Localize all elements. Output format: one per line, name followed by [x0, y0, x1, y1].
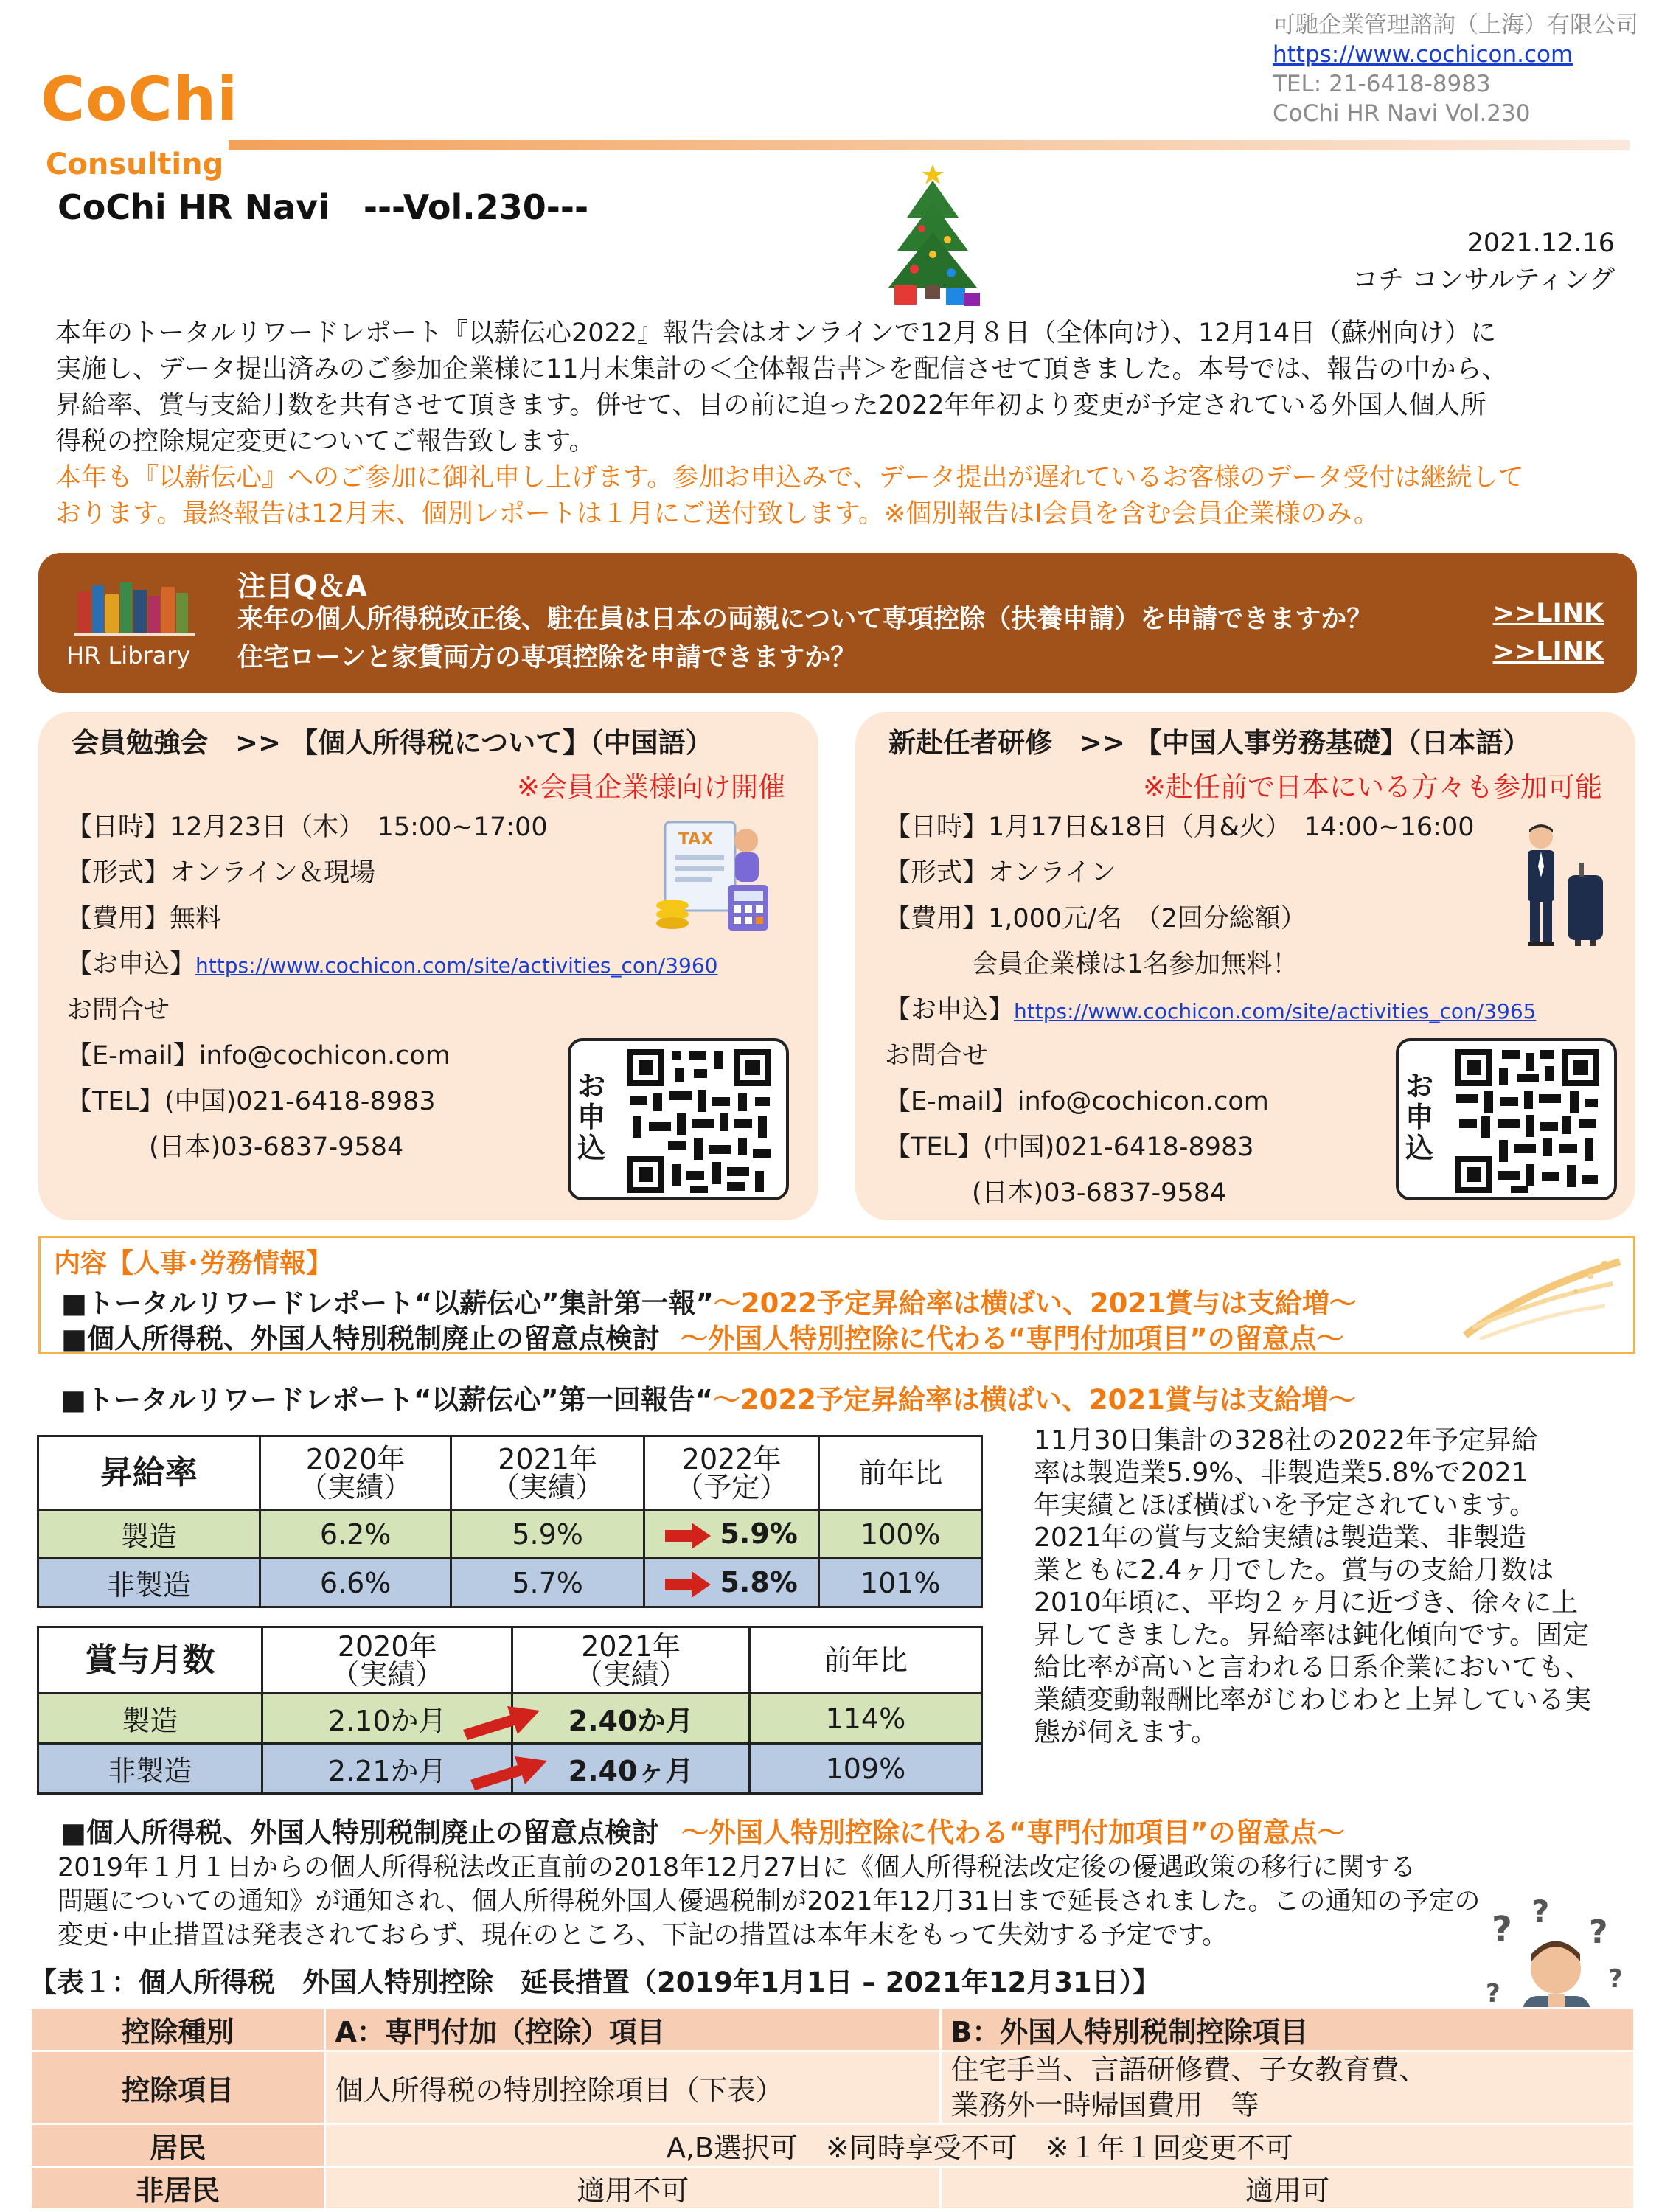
red-arrow-icon [462, 1699, 543, 1742]
table-cell-highlight [644, 1559, 819, 1607]
comment-line: 態が伺えます。 [1034, 1717, 1218, 1747]
row-label: 製造 [38, 1694, 262, 1744]
row-label: 非製造 [38, 1744, 262, 1794]
seminar-fee: 【費用】無料 [66, 904, 222, 933]
apply-url-link[interactable]: https://www.cochicon.com/site/activities_con/3965 [1014, 999, 1537, 1023]
seminar-apply [885, 995, 1536, 1026]
seminar-email: 【E-mail】info@cochicon.com [885, 1087, 1269, 1116]
logo-cochi: CoChi [41, 65, 239, 135]
table-cell-highlight [512, 1744, 749, 1794]
qa-heading: 注目Q＆A [237, 570, 367, 602]
seminar-tel-jp: (日本)03-6837-9584 [972, 1178, 1227, 1208]
contents-box [38, 1236, 1635, 1354]
seminar-tel-jp: (日本)03-6837-9584 [149, 1133, 404, 1162]
seminar-contact: お問合せ [66, 995, 170, 1025]
comment-line: 年実績とほぼ横ばいを予定されています。 [1034, 1490, 1537, 1520]
column-header: 2020年 （実績） [262, 1627, 512, 1694]
column-header: 2022年 （予定） [644, 1436, 819, 1510]
seminar-email: 【E-mail】info@cochicon.com [66, 1041, 451, 1071]
contents-heading: 内容【人事･労務情報】 [54, 1248, 333, 1279]
intro-line: 得税の控除規定変更についてご報告致します。 [55, 427, 595, 456]
table-cell: 6.2% [260, 1510, 451, 1559]
company-url-link[interactable]: https://www.cochicon.com [1273, 41, 1573, 68]
bonus-months-table [37, 1626, 983, 1795]
table-1-title: 【表１：個人所得税 外国人特別控除 延長措置（2019年1月1日 – 2021年12月31日）】 [29, 1966, 1161, 1998]
red-arrow-icon [665, 1521, 711, 1551]
table-cell-highlight [644, 1510, 819, 1559]
svg-text:?: ? [1492, 1909, 1512, 1950]
table-cell-value: 2.40ヶ月 [568, 1755, 694, 1787]
section-1-comment [1034, 1425, 1624, 1749]
table-cell: 個人所得税の特別控除項目（下表） [325, 2051, 941, 2124]
seminar-tel-cn: 【TEL】(中国)021-6418-8983 [885, 1133, 1254, 1162]
column-header: 2021年 （実績） [512, 1627, 749, 1694]
comment-line: 業ともに2.4ヶ月でした。賞与の支給月数は [1034, 1555, 1554, 1585]
table-cell: 109% [749, 1744, 981, 1794]
seminar-free-note: 会員企業様は1名参加無料！ [972, 950, 1298, 979]
section-2-subtitle: ～外国人特別控除に代わる“専門付加項目”の留意点～ [681, 1817, 1345, 1848]
comment-line: 2021年の賞与支給実績は製造業、非製造 [1034, 1523, 1526, 1553]
logo-consulting: Consulting [46, 147, 224, 181]
table-cell: 適用可 [941, 2167, 1635, 2210]
intro-notice-line: 本年も『以薪伝心』へのご参加に御礼申し上げます。参加お申込みで、データ提出が遅れているお客様のデータ受付は継続して [55, 463, 1524, 493]
row-label: 製造 [38, 1510, 260, 1559]
contents-item-title: ■個人所得税、外国人特別税制廃止の留意点検討 [61, 1323, 660, 1354]
apply-label: 【お申込】 [885, 995, 1015, 1025]
table-cell: 5.7% [451, 1559, 644, 1607]
seminar-format: 【形式】オンライン＆現場 [66, 858, 375, 888]
intro-paragraph [55, 316, 1611, 532]
paragraph-line: 問題についての通知》が通知され、個人所得税外国人優遇税制が2021年12月31日まで延長されました。この通知の予定の [58, 1887, 1481, 1916]
seminar-datetime: 【日時】1月17日&18日（月&火） 14:00~16:00 [885, 813, 1475, 842]
table-header-cell: B：外国人特別税制控除項目 [941, 2008, 1635, 2051]
table-cell [941, 2051, 1635, 2124]
row-label: 非居民 [31, 2167, 325, 2210]
qr-code-icon [624, 1046, 775, 1197]
table-cell: 101% [819, 1559, 982, 1607]
qa-banner [38, 553, 1637, 693]
contents-item-1[interactable] [61, 1281, 1357, 1321]
hr-library-label: HR Library [66, 641, 191, 669]
table-cell-value: 5.9% [720, 1517, 798, 1551]
apply-url-link[interactable]: https://www.cochicon.com/site/activities_con/3960 [195, 953, 718, 978]
qr-code-box[interactable] [1396, 1038, 1617, 1200]
foreign-deduction-table [29, 2007, 1635, 2211]
paragraph-line: 2019年１月１日からの個人所得税法改正直前の2018年12月27日に《個人所得税法改定後の優遇政策の移行に関する [58, 1853, 1416, 1882]
issue-date-block [1352, 225, 1615, 299]
section-1-heading [60, 1377, 1356, 1417]
intro-line: 実施し、データ提出済みのご参加企業様に11月末集計の＜全体報告書＞を配信させて頂きました。本号では、報告の中から、 [55, 355, 1508, 384]
table-cell: 114% [749, 1694, 981, 1744]
svg-text:TAX: TAX [678, 830, 714, 849]
comment-line: 給比率が高いと言われる日系企業においても、 [1034, 1652, 1592, 1683]
row-label: 居民 [31, 2124, 325, 2167]
table-header-cell: A：専門付加（控除）項目 [325, 2008, 941, 2051]
seminar-format: 【形式】オンライン [885, 858, 1116, 888]
svg-text:?: ? [1486, 1979, 1500, 2008]
section-2-title: ■個人所得税、外国人特別税制廃止の留意点検討 [60, 1817, 659, 1848]
qa-link-1[interactable]: >>LINK [1492, 599, 1604, 628]
comment-line: 昇してきました。昇給率は鈍化傾向です。固定 [1034, 1620, 1590, 1650]
comment-line: 率は製造業5.9%、非製造業5.8%で2021 [1034, 1458, 1528, 1488]
golden-swirl-decoration [1458, 1247, 1627, 1346]
qr-apply-label: お申込 [1405, 1070, 1433, 1164]
section-1-subtitle: ～2022予定昇給率は横ばい、2021賞与は支給増～ [712, 1384, 1356, 1416]
newsletter-title: CoChi HR Navi ---Vol.230--- [58, 187, 589, 227]
svg-text:?: ? [1608, 1964, 1623, 1994]
table-cell-line: 住宅手当、言語研修費、子女教育費、 [950, 2053, 1427, 2086]
seminar-contact: お問合せ [885, 1041, 989, 1071]
column-header: 2020年 （実績） [260, 1436, 451, 1510]
raise-table-title: 昇給率 [38, 1436, 260, 1510]
row-label: 控除項目 [31, 2051, 325, 2124]
seminar-datetime: 【日時】12月23日（木） 15:00~17:00 [66, 813, 548, 842]
intro-notice-line: おります。最終報告は12月末、個別レポートは１月にご送付致します。※個別報告はI会員を含む会員企業様のみ。 [55, 499, 1380, 529]
svg-text:?: ? [1531, 1899, 1550, 1930]
books-icon [74, 569, 199, 636]
table-cell-highlight [512, 1694, 749, 1744]
seminar-heading: 新赴任者研修 >> 【中国人事労務基礎】（日本語） [888, 727, 1531, 759]
column-header: 2021年 （実績） [451, 1436, 644, 1510]
section-2-paragraph [58, 1851, 1635, 1952]
comment-line: 業績変動報酬比率がじわじわと上昇している実 [1034, 1685, 1592, 1715]
contents-item-subtitle: ～外国人特別控除に代わる“専門付加項目”の留意点～ [680, 1323, 1344, 1354]
column-header: 前年比 [749, 1627, 981, 1694]
businessman-icon [1512, 822, 1615, 951]
seminar-note: ※会員企業様向け開催 [516, 771, 785, 803]
seminar-note: ※赴任前で日本にいる方々も参加可能 [1142, 771, 1602, 803]
company-issue: CoChi HR Navi Vol.230 [1273, 100, 1531, 127]
comment-line: 2010年頃に、平均２ヶ月に近づき、徐々に上 [1034, 1587, 1579, 1618]
section-2-heading [60, 1810, 1345, 1850]
intro-line: 昇給率、賞与支給月数を共有させて頂きます。併せて、目の前に迫った2022年年初より変更が予定されている外国人個人所 [55, 391, 1486, 420]
paragraph-line: 変更･中止措置は発表されておらず、現在のところ、下記の措置は本年末をもって失効する予定です。 [58, 1921, 1228, 1950]
contents-item-2[interactable] [61, 1316, 1344, 1356]
table-cell: 適用不可 [325, 2167, 941, 2210]
issue-date: 2021.12.16 [1467, 229, 1615, 258]
section-1-title: ■トータルリワードレポート“以薪伝心”第一回報告“ [60, 1384, 713, 1416]
seminar-heading: 会員勉強会 >> 【個人所得税について】（中国語） [72, 727, 713, 759]
qr-code-icon [1452, 1046, 1603, 1197]
table-header-cell: 控除種別 [31, 2008, 325, 2051]
seminar-fee: 【費用】1,000元/名 （2回分総額） [885, 904, 1307, 933]
row-label: 非製造 [38, 1559, 260, 1607]
seminar-apply [66, 950, 717, 981]
contents-item-title: ■トータルリワードレポート“以薪伝心”集計第一報” [61, 1287, 714, 1319]
company-name: 可馳企業管理諮詢（上海）有限公司 [1273, 12, 1638, 38]
intro-line: 本年のトータルリワードレポート『以薪伝心2022』報告会はオンラインで12月８日（全体向け）、12月14日（蘇州向け）に [55, 319, 1497, 348]
raise-rate-table [37, 1435, 983, 1608]
qr-code-box[interactable] [568, 1038, 789, 1200]
table-cell: 2.10か月 [262, 1694, 512, 1744]
seminar-card-new-assignee [855, 712, 1635, 1220]
column-header: 前年比 [819, 1436, 982, 1510]
red-arrow-icon [665, 1570, 711, 1599]
qa-link-2[interactable]: >>LINK [1492, 637, 1604, 667]
comment-line: 11月30日集計の328社の2022年予定昇給 [1034, 1425, 1538, 1455]
table-cell: 100% [819, 1510, 982, 1559]
table-cell: 5.9% [451, 1510, 644, 1559]
bonus-table-title: 賞与月数 [38, 1627, 262, 1694]
table-cell: 2.21か月 [262, 1744, 512, 1794]
table-cell-value: 2.40か月 [568, 1705, 694, 1737]
company-tel: TEL: 21-6418-8983 [1273, 71, 1491, 97]
christmas-tree-icon [881, 159, 984, 310]
issue-author: コチ コンサルティング [1352, 265, 1615, 295]
table-cell: 6.6% [260, 1559, 451, 1607]
red-arrow-icon [469, 1749, 550, 1792]
contents-item-subtitle: ～2022予定昇給率は横ばい、2021賞与は支給増～ [713, 1287, 1357, 1319]
company-info [1273, 10, 1638, 128]
qa-question-1: 来年の個人所得税改正後、駐在員は日本の両親について専項控除（扶養申請）を申請できますか？ [237, 605, 1373, 634]
qr-apply-label: お申込 [577, 1070, 605, 1164]
qa-question-2: 住宅ローンと家賃両方の専項控除を申請できますか？ [237, 643, 857, 672]
table-cell-line: 業務外一時帰国費用 等 [950, 2089, 1259, 2121]
apply-label: 【お申込】 [66, 950, 196, 979]
seminar-card-member [38, 712, 818, 1220]
tax-illustration-icon [650, 811, 776, 933]
header-divider [229, 140, 1630, 150]
table-cell-value: 5.8% [720, 1566, 798, 1599]
table-cell: A,B選択可 ※同時享受不可 ※１年１回変更不可 [325, 2124, 1635, 2167]
seminar-tel-cn: 【TEL】(中国)021-6418-8983 [66, 1087, 436, 1116]
svg-text:?: ? [1589, 1913, 1608, 1951]
